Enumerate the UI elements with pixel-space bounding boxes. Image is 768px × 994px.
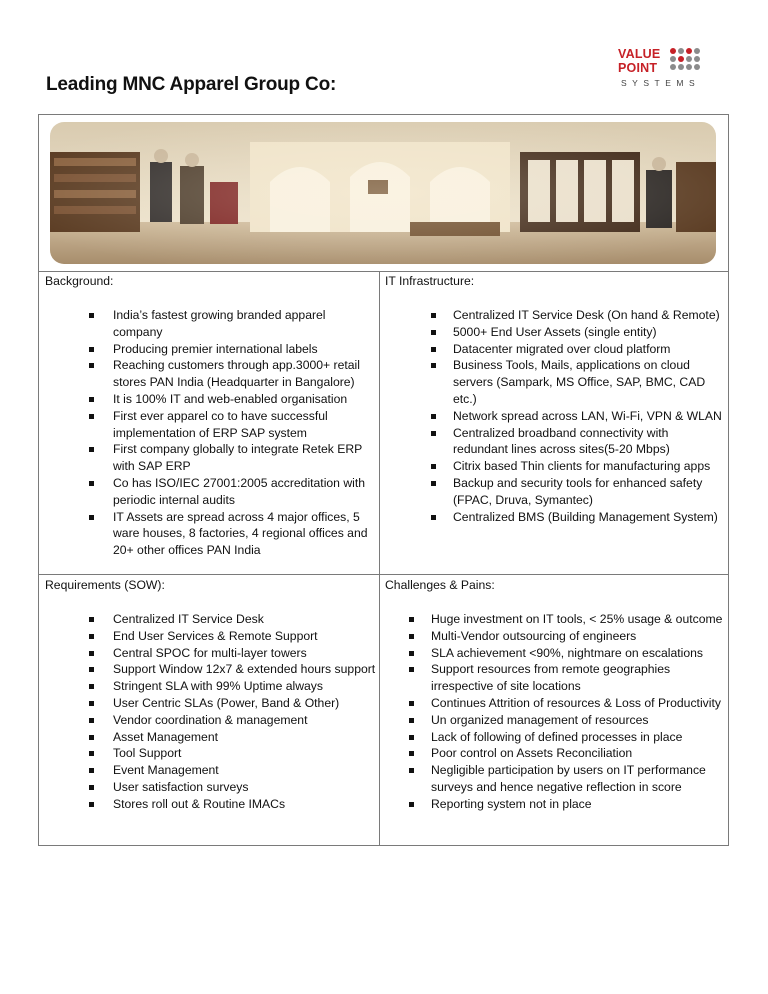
it-infrastructure-heading: IT Infrastructure: [385, 274, 475, 288]
list-item: Reporting system not in place [385, 796, 725, 813]
list-item: Huge investment on IT tools, < 25% usage & outcome [385, 611, 725, 628]
value-point-logo [618, 48, 704, 90]
list-item: Citrix based Thin clients for manufacturing apps [385, 458, 725, 475]
list-item: End User Services & Remote Support [45, 628, 377, 645]
list-item: Centralized IT Service Desk (On hand & Remote) [385, 307, 725, 324]
list-item: Lack of following of defined processes in place [385, 729, 725, 746]
list-item: Negligible participation by users on IT performance surveys and hence negative reflection in score [385, 762, 725, 796]
list-item: India’s fastest growing branded apparel company [45, 307, 377, 341]
list-item: IT Assets are spread across 4 major offices, 5 ware houses, 8 factories, 4 regional offices and 20+ other offices PAN India [45, 509, 377, 559]
list-item: Vendor coordination & management [45, 712, 377, 729]
logo-line-2: POINT [618, 61, 658, 75]
store-interior-photo [50, 122, 716, 264]
requirements-list [45, 611, 377, 813]
row-divider-top [38, 271, 729, 272]
page-title: Leading MNC Apparel Group Co: [46, 74, 337, 95]
it-infrastructure-list [385, 307, 725, 525]
list-item: Stores roll out & Routine IMACs [45, 796, 377, 813]
list-item: Network spread across LAN, Wi-Fi, VPN & WLAN [385, 408, 725, 425]
list-item: It is 100% IT and web-enabled organisation [45, 391, 377, 408]
background-section [45, 273, 377, 559]
list-item: SLA achievement <90%, nightmare on escalations [385, 645, 725, 662]
list-item: First ever apparel co to have successful implementation of ERP SAP system [45, 408, 377, 442]
list-item: Datacenter migrated over cloud platform [385, 341, 725, 358]
list-item: First company globally to integrate Retek ERP with SAP ERP [45, 441, 377, 475]
list-item: 5000+ End User Assets (single entity) [385, 324, 725, 341]
list-item: Continues Attrition of resources & Loss of Productivity [385, 695, 725, 712]
column-divider [379, 271, 380, 846]
challenges-section [385, 577, 725, 813]
challenges-heading: Challenges & Pains: [385, 578, 495, 592]
list-item: Producing premier international labels [45, 341, 377, 358]
list-item: Business Tools, Mails, applications on cloud servers (Sampark, MS Office, SAP, BMC, CAD etc.) [385, 357, 725, 407]
it-infrastructure-section [385, 273, 725, 525]
list-item: Centralized IT Service Desk [45, 611, 377, 628]
list-item: Support resources from remote geographies irrespective of site locations [385, 661, 725, 695]
list-item: Support Window 12x7 & extended hours support [45, 661, 377, 678]
list-item: Tool Support [45, 745, 377, 762]
list-item: User Centric SLAs (Power, Band & Other) [45, 695, 377, 712]
list-item: Co has ISO/IEC 27001:2005 accreditation with periodic internal audits [45, 475, 377, 509]
row-divider-middle [38, 574, 729, 575]
background-heading: Background: [45, 274, 114, 288]
list-item: Central SPOC for multi-layer towers [45, 645, 377, 662]
background-list [45, 307, 377, 559]
challenges-list [385, 611, 725, 813]
list-item: User satisfaction surveys [45, 779, 377, 796]
list-item: Asset Management [45, 729, 377, 746]
logo-line-1: VALUE [618, 47, 661, 61]
requirements-heading: Requirements (SOW): [45, 578, 165, 592]
logo-line-3: SYSTEMS [621, 78, 701, 88]
list-item: Multi-Vendor outsourcing of engineers [385, 628, 725, 645]
list-item: Centralized BMS (Building Management System) [385, 509, 725, 526]
list-item: Stringent SLA with 99% Uptime always [45, 678, 377, 695]
list-item: Un organized management of resources [385, 712, 725, 729]
logo-dots-icon [670, 48, 704, 74]
list-item: Reaching customers through app.3000+ retail stores PAN India (Headquarter in Bangalore) [45, 357, 377, 391]
list-item: Backup and security tools for enhanced safety (FPAC, Druva, Symantec) [385, 475, 725, 509]
list-item: Poor control on Assets Reconciliation [385, 745, 725, 762]
list-item: Event Management [45, 762, 377, 779]
requirements-section [45, 577, 377, 813]
list-item: Centralized broadband connectivity with redundant lines across sites(5-20 Mbps) [385, 425, 725, 459]
